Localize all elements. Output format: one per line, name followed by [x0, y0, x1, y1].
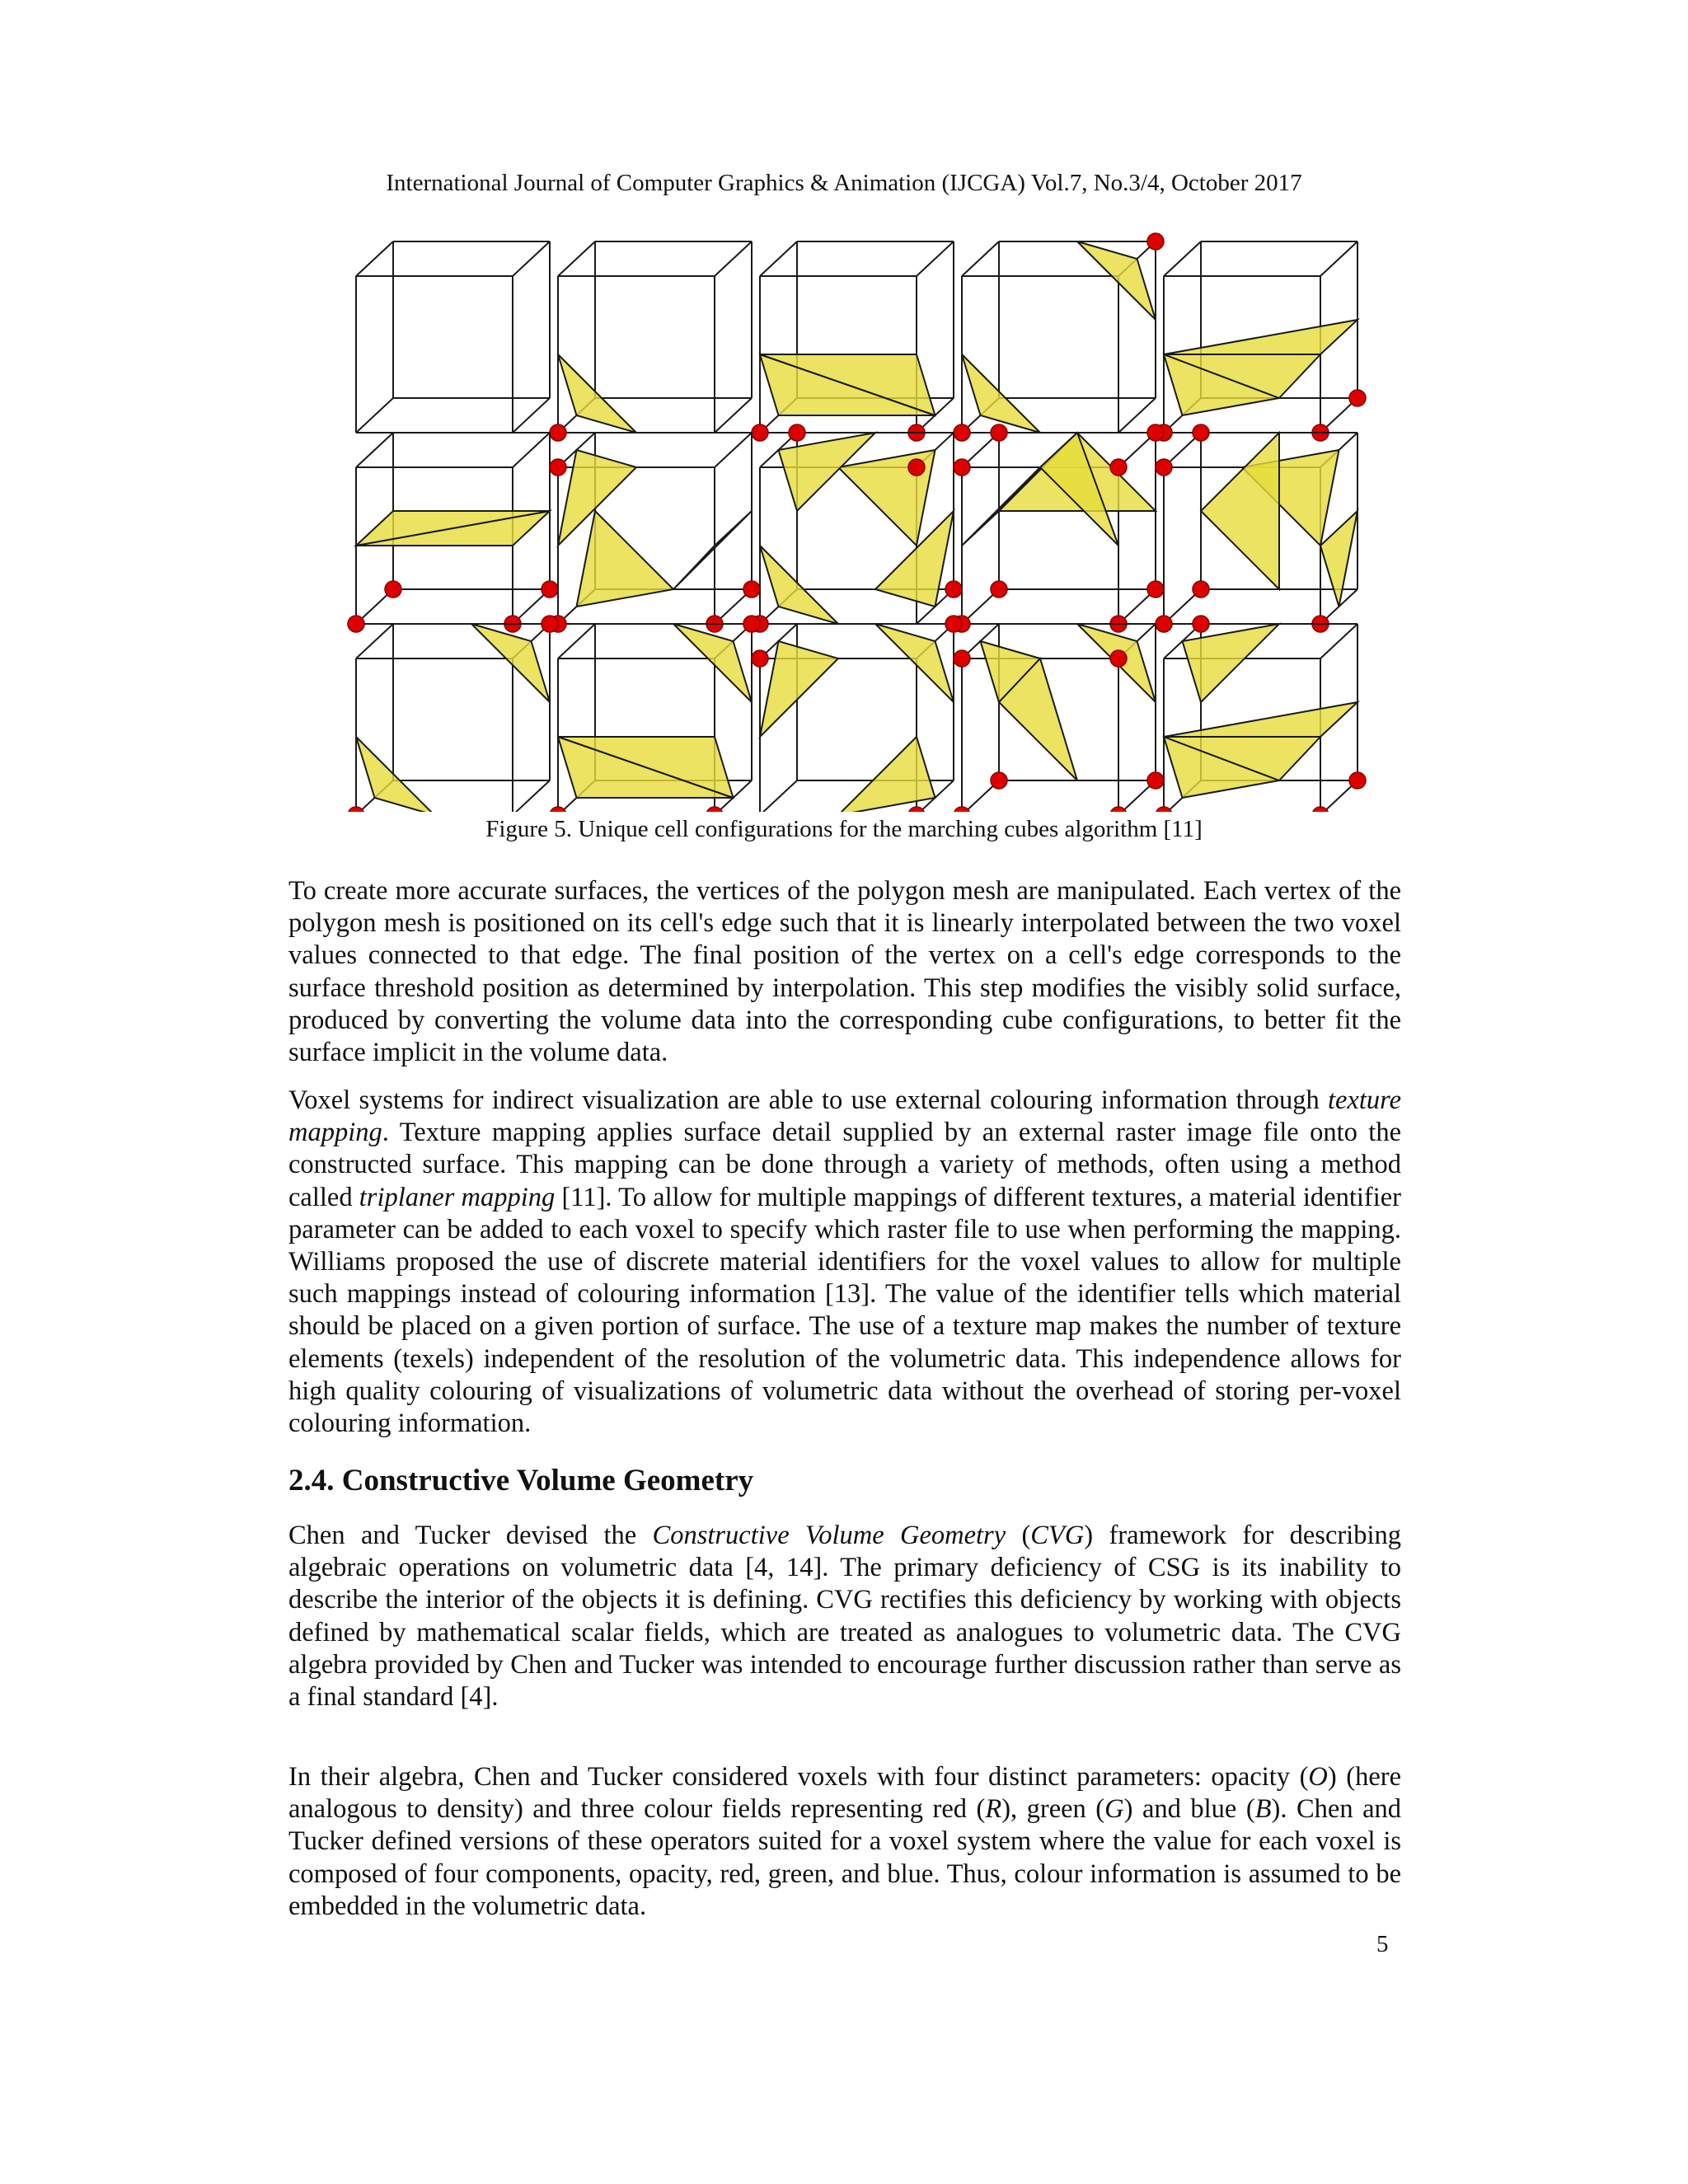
- text-run: [11]. To allow for multiple mappings of different textures, a material identifier parameter can be added to each voxel to specify which raster file to use when performing the mapping. Williams proposed the use of discrete material identifiers for the voxel values to allow for multiple such mappings instead of colouring information [13]. The value of the identifier tells which material should be placed on a given portion of surface. The use of a texture map makes the number of texture elements (texels) independent of the resolution of the volumetric data. This independence allows for high quality colouring of visualizations of volumetric data without the overhead of storing per-voxel colouring information.: [288, 1182, 1401, 1439]
- active-vertex-marker: [752, 424, 768, 441]
- active-vertex-marker: [945, 616, 962, 632]
- active-vertex-marker: [542, 616, 558, 632]
- active-vertex-marker: [743, 616, 760, 632]
- paragraph-text: [288, 1761, 1401, 1923]
- paragraph-cvg-framework: [288, 1520, 1401, 1713]
- active-vertex-marker: [348, 807, 364, 812]
- active-vertex-marker: [1110, 650, 1127, 667]
- isosurface-triangle: [1164, 702, 1357, 737]
- active-vertex-marker: [954, 459, 970, 476]
- active-vertex-marker: [706, 807, 723, 812]
- cube-edge: [1164, 241, 1201, 276]
- active-vertex-marker: [908, 459, 925, 476]
- active-vertex-marker: [991, 581, 1007, 598]
- journal-header: International Journal of Computer Graphics & Animation (IJCGA) Vol.7, No.3/4, October 2017: [386, 170, 1302, 196]
- cube-edge: [356, 398, 393, 433]
- cube-edge: [760, 780, 797, 812]
- isosurface-triangle: [1164, 320, 1357, 354]
- italic-term: CVG: [1030, 1521, 1085, 1550]
- active-vertex-marker: [1312, 807, 1329, 812]
- active-vertex-marker: [348, 616, 364, 632]
- active-vertex-marker: [752, 650, 768, 667]
- active-vertex-marker: [1193, 581, 1209, 598]
- italic-term: Constructive Volume Geometry: [652, 1521, 1006, 1550]
- active-vertex-marker: [550, 424, 566, 441]
- text-run: In their algebra, Chen and Tucker considered voxels with four distinct parameters: opacity (: [288, 1762, 1309, 1792]
- isosurface-triangle: [1201, 433, 1279, 589]
- page-number: 5: [1376, 1931, 1389, 1957]
- cube-edge: [513, 780, 550, 812]
- paragraph-text: [288, 1085, 1401, 1440]
- isosurface-triangle: [1183, 624, 1280, 702]
- italic-term: G: [1104, 1794, 1124, 1825]
- active-vertex-marker: [1147, 581, 1164, 598]
- text-run: ) and blue (: [1123, 1794, 1255, 1825]
- cube-edge: [513, 241, 550, 276]
- isosurface-triangle: [1320, 511, 1357, 607]
- figure-caption: Figure 5. Unique cell configurations for the marching cubes algorithm [11]: [485, 816, 1203, 842]
- active-vertex-marker: [954, 424, 970, 441]
- text-run: ), green (: [1001, 1794, 1105, 1825]
- cube-edge: [962, 241, 999, 276]
- cube-edge: [558, 241, 595, 276]
- active-vertex-marker: [1156, 807, 1172, 812]
- paragraph-interpolation: [288, 875, 1401, 1069]
- italic-term: O: [1308, 1762, 1328, 1792]
- active-vertex-marker: [1193, 616, 1209, 632]
- text-run: ). Chen and Tucker defined versions of these operators suited for a voxel system where the value for each voxel is composed of four components, opacity, red, green, and blue. Thus, colour information is assumed to be embedded in the volumetric data.: [288, 1794, 1401, 1921]
- active-vertex-marker: [1156, 616, 1172, 632]
- active-vertex-marker: [743, 581, 760, 598]
- paragraph-texture-mapping: [288, 1085, 1401, 1440]
- cube-edge: [356, 241, 393, 276]
- active-vertex-marker: [550, 807, 566, 812]
- active-vertex-marker: [789, 424, 805, 441]
- active-vertex-marker: [1349, 772, 1366, 789]
- active-vertex-marker: [1110, 807, 1127, 812]
- italic-term: triplaner mapping: [359, 1182, 556, 1212]
- active-vertex-marker: [1147, 233, 1164, 250]
- cube-edge: [715, 241, 752, 276]
- section-heading: 2.4. Constructive Volume Geometry: [288, 1464, 754, 1497]
- text-run: ) (here analogous to density) and three colour fields representing red (: [288, 1762, 1401, 1825]
- active-vertex-marker: [1193, 424, 1209, 441]
- italic-term: R: [985, 1794, 1002, 1825]
- paragraph-text: [288, 875, 1401, 1069]
- marching-cubes-figure: [338, 227, 1368, 812]
- active-vertex-marker: [385, 581, 401, 598]
- paragraph-cvg-algebra: [288, 1761, 1401, 1923]
- italic-term: texture mapping: [288, 1085, 1401, 1148]
- cube-edge: [917, 241, 954, 276]
- text-run: . Texture mapping applies surface detail supplied by an external raster image file onto the constructed surface. This mapping can be done through a variety of methods, often using a method called: [288, 1118, 1401, 1212]
- cube-edge: [1320, 241, 1357, 276]
- active-vertex-marker: [542, 581, 558, 598]
- cube-edge: [356, 433, 393, 467]
- active-vertex-marker: [1147, 424, 1164, 441]
- active-vertex-marker: [991, 424, 1007, 441]
- active-vertex-marker: [908, 807, 925, 812]
- active-vertex-marker: [550, 459, 566, 476]
- active-vertex-marker: [954, 650, 970, 667]
- active-vertex-marker: [945, 581, 962, 598]
- isosurface-triangle: [760, 641, 838, 737]
- cube-edge: [513, 398, 550, 433]
- active-vertex-marker: [1110, 459, 1127, 476]
- cube-edge: [760, 241, 797, 276]
- active-vertex-marker: [991, 772, 1007, 789]
- text-run: Chen and Tucker devised the: [288, 1521, 653, 1550]
- cube-configurations-diagram: [338, 227, 1368, 812]
- active-vertex-marker: [1349, 390, 1366, 406]
- isosurface-triangle: [356, 737, 434, 812]
- text-run: Voxel systems for indirect visualization are able to use external colouring information through: [288, 1085, 1328, 1115]
- cube-edge: [715, 398, 752, 433]
- cube-edge: [715, 433, 752, 467]
- isosurface-triangle: [577, 511, 674, 607]
- isosurface-triangle: [838, 737, 935, 812]
- cube-edge: [513, 433, 550, 467]
- text-run: (: [1006, 1521, 1031, 1550]
- active-vertex-marker: [954, 807, 970, 812]
- italic-term: B: [1254, 1794, 1272, 1825]
- isosurface-triangle: [673, 511, 752, 589]
- text-run: To create more accurate surfaces, the vertices of the polygon mesh are manipulated. Each vertex of the polygon mesh is positioned on its cell's edge such that it is linearly interpolated between the two voxel values connected to that edge. The final position of the vertex on a cell's edge corresponds to the surface threshold position as determined by interpolation. This step modifies the visibly solid surface, produced by converting the volume data into the corresponding cube configurations, to better fit the surface implicit in the volume data.: [288, 876, 1401, 1068]
- paragraph-text: [288, 1520, 1401, 1713]
- active-vertex-marker: [1156, 459, 1172, 476]
- active-vertex-marker: [1147, 772, 1164, 789]
- text-run: ) framework for describing algebraic operations on volumetric data [4, 14]. The primary deficiency of CSG is its inability to describe the interior of the objects it is defining. CVG rectifies this deficiency by working with objects defined by mathematical scalar fields, which are treated as analogues to volumetric data. The CVG algebra provided by Chen and Tucker was intended to encourage further discussion rather than serve as a final standard [4].: [288, 1521, 1401, 1713]
